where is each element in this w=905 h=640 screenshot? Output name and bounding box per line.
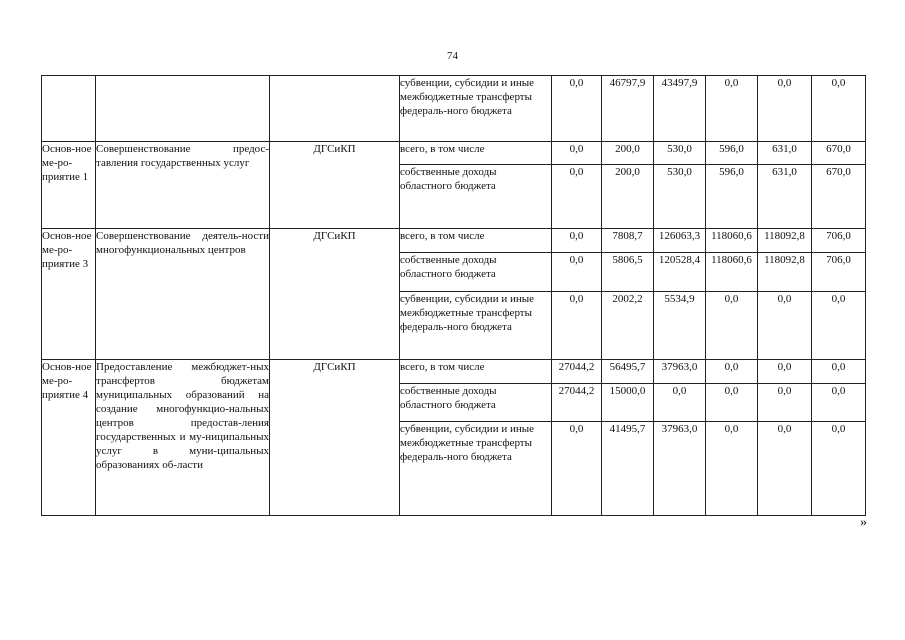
table-row: [42, 142, 866, 165]
executor-cell: ДГСиКП: [270, 142, 400, 229]
value-cell: 0,0: [552, 422, 602, 516]
value-cell: 118060,6: [706, 229, 758, 253]
value-cell: 37963,0: [654, 422, 706, 516]
value-cell: 15000,0: [602, 384, 654, 422]
value-cell: 43497,9: [654, 76, 706, 142]
value-cell: 0,0: [758, 422, 812, 516]
value-cell: 0,0: [706, 360, 758, 384]
value-cell: 46797,9: [602, 76, 654, 142]
value-cell: 596,0: [706, 142, 758, 165]
value-cell: 670,0: [812, 142, 866, 165]
event-name-cell: [96, 76, 270, 142]
table-row: [42, 76, 866, 142]
value-cell: 0,0: [812, 360, 866, 384]
event-name-cell: Предоставление межбюджет-ных трансфертов бюджетам муниципальных образований на создание многофункцио-нальных центров предостав-ления государственных и му-ниципальных услуг в муни-ципальных образованиях об-ласти: [96, 360, 270, 516]
value-cell: 5806,5: [602, 253, 654, 292]
value-cell: 0,0: [758, 292, 812, 360]
value-cell: 0,0: [552, 253, 602, 292]
value-cell: 7808,7: [602, 229, 654, 253]
closing-quote-mark: »: [860, 515, 867, 530]
value-cell: 5534,9: [654, 292, 706, 360]
funding-source-cell: собственные доходы областного бюджета: [400, 165, 552, 229]
value-cell: 706,0: [812, 253, 866, 292]
value-cell: 631,0: [758, 142, 812, 165]
value-cell: 0,0: [552, 76, 602, 142]
value-cell: 27044,2: [552, 384, 602, 422]
value-cell: 2002,2: [602, 292, 654, 360]
event-cell: Основ-ное ме-ро-приятие 1: [42, 142, 96, 229]
value-cell: 0,0: [758, 76, 812, 142]
value-cell: 120528,4: [654, 253, 706, 292]
value-cell: 631,0: [758, 165, 812, 229]
value-cell: 706,0: [812, 229, 866, 253]
value-cell: 41495,7: [602, 422, 654, 516]
funding-source-cell: собственные доходы областного бюджета: [400, 253, 552, 292]
value-cell: 0,0: [552, 292, 602, 360]
value-cell: 530,0: [654, 165, 706, 229]
value-cell: 596,0: [706, 165, 758, 229]
value-cell: 200,0: [602, 142, 654, 165]
value-cell: 0,0: [812, 292, 866, 360]
value-cell: 530,0: [654, 142, 706, 165]
funding-source-cell: собственные доходы областного бюджета: [400, 384, 552, 422]
funding-source-cell: всего, в том числе: [400, 360, 552, 384]
table-row: [42, 229, 866, 253]
value-cell: 0,0: [812, 384, 866, 422]
value-cell: 118092,8: [758, 253, 812, 292]
executor-cell: ДГСиКП: [270, 360, 400, 516]
value-cell: 118092,8: [758, 229, 812, 253]
value-cell: 0,0: [758, 360, 812, 384]
value-cell: 27044,2: [552, 360, 602, 384]
value-cell: 56495,7: [602, 360, 654, 384]
funding-source-cell: всего, в том числе: [400, 229, 552, 253]
event-cell: Основ-ное ме-ро-приятие 3: [42, 229, 96, 360]
value-cell: 0,0: [706, 292, 758, 360]
value-cell: 0,0: [706, 384, 758, 422]
funding-source-cell: субвенции, субсидии и иные межбюджетные трансферты федераль-ного бюджета: [400, 422, 552, 516]
event-name-cell: Совершенствование деятель-ности многофункциональных центров: [96, 229, 270, 360]
event-name-cell: Совершенствование предос-тавления государственных услуг: [96, 142, 270, 229]
value-cell: 0,0: [812, 422, 866, 516]
value-cell: 200,0: [602, 165, 654, 229]
value-cell: 0,0: [552, 165, 602, 229]
value-cell: 0,0: [758, 384, 812, 422]
event-cell: Основ-ное ме-ро-приятие 4: [42, 360, 96, 516]
value-cell: 126063,3: [654, 229, 706, 253]
funding-source-cell: субвенции, субсидии и иные межбюджетные трансферты федераль-ного бюджета: [400, 292, 552, 360]
funding-source-cell: субвенции, субсидии и иные межбюджетные трансферты федераль-ного бюджета: [400, 76, 552, 142]
executor-cell: ДГСиКП: [270, 229, 400, 360]
value-cell: 0,0: [706, 422, 758, 516]
value-cell: 0,0: [552, 229, 602, 253]
event-cell: [42, 76, 96, 142]
value-cell: 0,0: [654, 384, 706, 422]
value-cell: 0,0: [812, 76, 866, 142]
value-cell: 118060,6: [706, 253, 758, 292]
value-cell: 37963,0: [654, 360, 706, 384]
page-number: 74: [447, 50, 458, 62]
table-row: [42, 360, 866, 384]
value-cell: 0,0: [706, 76, 758, 142]
value-cell: 0,0: [552, 142, 602, 165]
funding-source-cell: всего, в том числе: [400, 142, 552, 165]
executor-cell: [270, 76, 400, 142]
value-cell: 670,0: [812, 165, 866, 229]
budget-table: [41, 75, 866, 516]
